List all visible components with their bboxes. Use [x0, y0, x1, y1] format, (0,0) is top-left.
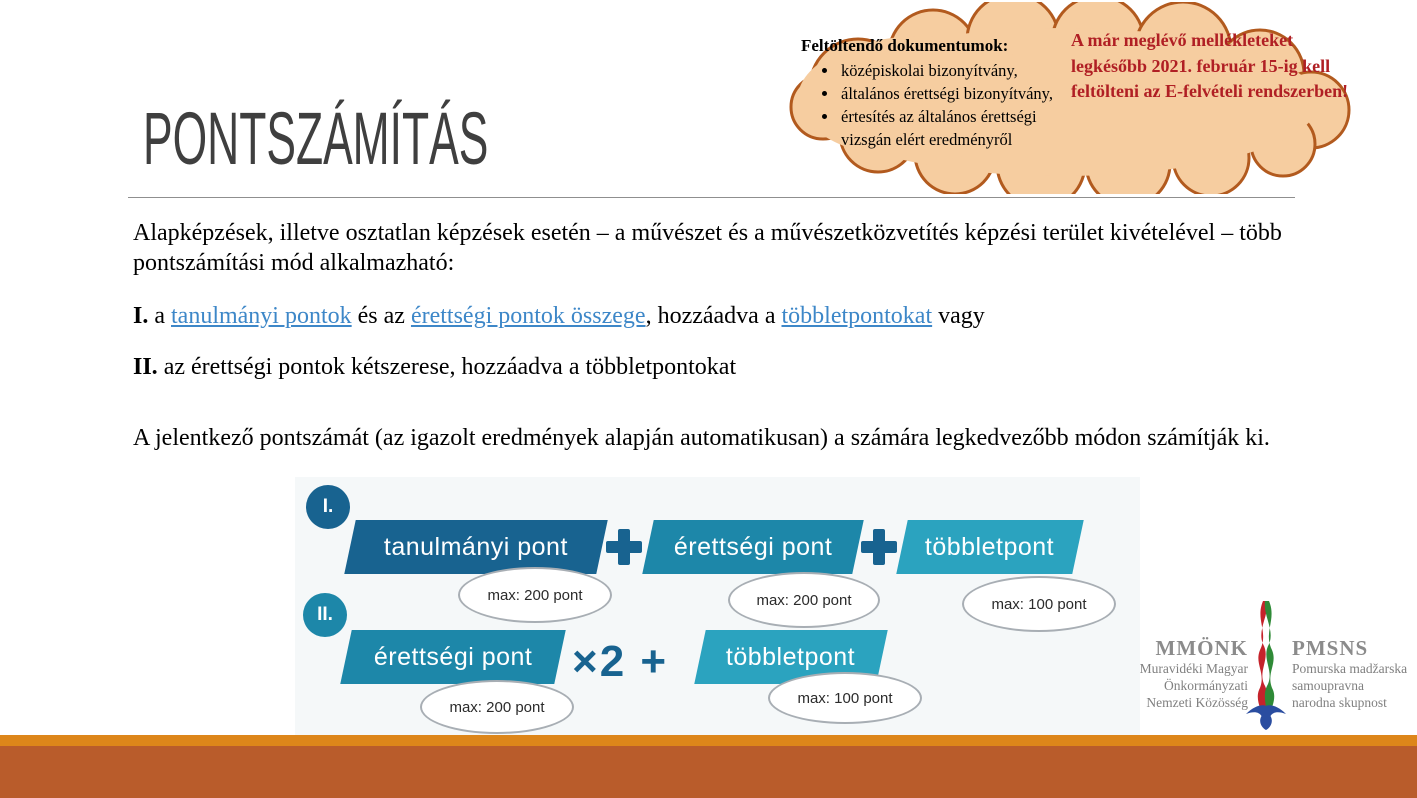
- times-two-plus-operator: ×2 +: [572, 637, 669, 686]
- bar-erettsegi-pont-row1: [642, 520, 863, 574]
- upload-documents-heading: Feltöltendő dokumentumok:: [801, 36, 1009, 55]
- page-title: [143, 96, 719, 181]
- list-item: • értesítés az általános érettségi vizsgán elért eredményről: [839, 106, 1077, 152]
- deadline-warning: A már meglévő mellékleteket legkésőbb 2021. február 15-ig kell feltölteni az E-felvételi rendszerben!: [1071, 30, 1349, 102]
- intro-paragraph: Alapképzések, illetve osztatlan képzések esetén – a művészet és a művészetközvetítés képzési terület kivételével – több pontszámítási mód alkalmazható:: [133, 220, 1282, 276]
- bar-label: többletpont: [726, 642, 856, 671]
- upload-documents-note: [801, 34, 1077, 152]
- method2-text: az érettségi pontok kétszerese, hozzáadva a többletpontokat: [157, 354, 737, 380]
- bar-erettsegi-pont-row2: [340, 630, 565, 684]
- logo-left-text: [1136, 636, 1248, 711]
- link-tobbletpontokat[interactable]: többletpontokat: [781, 303, 933, 329]
- bar-label: tanulmányi pont: [383, 532, 568, 561]
- cloud-callout: [763, 2, 1363, 194]
- max-points-badge: max: 100 pont: [768, 672, 922, 724]
- closing-paragraph: A jelentkező pontszámát (az igazolt eredmények alapján automatikusan) a számára legkedvezőbb módon számítják ki.: [133, 425, 1270, 451]
- logo-acronym-pmsns: PMSNS: [1292, 636, 1369, 660]
- method2-numeral: II.: [133, 354, 158, 380]
- method2-paragraph: [133, 352, 1288, 382]
- bar-tobbletpont-row1: [896, 520, 1083, 574]
- footer-orange-stripe: [0, 735, 1417, 746]
- plus-icon: [861, 529, 897, 565]
- bar-tanulmanyi-pont: [344, 520, 607, 574]
- upload-documents-list: [801, 60, 1077, 151]
- method1-text: , hozzáadva a: [645, 303, 782, 329]
- row2-number-badge: [303, 593, 347, 637]
- bar-label: többletpont: [925, 532, 1055, 561]
- plus-icon: [606, 529, 642, 565]
- logo-line: Nemzeti Közösség: [1146, 695, 1248, 710]
- bar-label: érettségi pont: [373, 642, 533, 671]
- max-points-badge: max: 200 pont: [728, 572, 880, 628]
- footer-rust-stripe: [0, 746, 1417, 798]
- list-item: • általános érettségi bizonyítvány,: [839, 83, 1077, 106]
- logo-line: narodna skupnost: [1292, 695, 1387, 710]
- row1-number-label: I.: [322, 496, 334, 517]
- logo-right-text: [1292, 636, 1416, 711]
- link-tanulmanyi-pontok[interactable]: tanulmányi pontok: [171, 303, 352, 329]
- logo-acronym-mmonk: MMÖNK: [1155, 636, 1248, 660]
- logo-line: Pomurska madžarska: [1292, 661, 1408, 676]
- max-points-badge: max: 100 pont: [962, 576, 1116, 632]
- row1-number-badge: [306, 485, 350, 529]
- link-erettsegi-pontok-osszege[interactable]: érettségi pontok összege: [410, 303, 646, 329]
- method1-numeral: I.: [133, 303, 149, 329]
- organization-logo: [1136, 596, 1416, 736]
- title-divider: [128, 197, 1295, 198]
- logo-line: Muravidéki Magyar: [1139, 661, 1248, 676]
- method1-text: és az: [351, 303, 411, 329]
- method1-paragraph: [133, 301, 1288, 331]
- list-item: • középiskolai bizonyítvány,: [839, 60, 1077, 83]
- method1-text: a: [148, 303, 171, 329]
- page-title-text: PONTSZÁMÍTÁS: [143, 97, 489, 180]
- logo-line: samoupravna: [1292, 678, 1364, 693]
- row2-number-label: II.: [317, 604, 333, 625]
- flame-logo-icon: [1244, 598, 1288, 736]
- method1-text: vagy: [932, 303, 985, 329]
- logo-line: Önkormányzati: [1164, 678, 1248, 693]
- max-points-badge: max: 200 pont: [420, 680, 574, 734]
- bar-label: érettségi pont: [673, 532, 833, 561]
- max-points-badge: max: 200 pont: [458, 567, 612, 623]
